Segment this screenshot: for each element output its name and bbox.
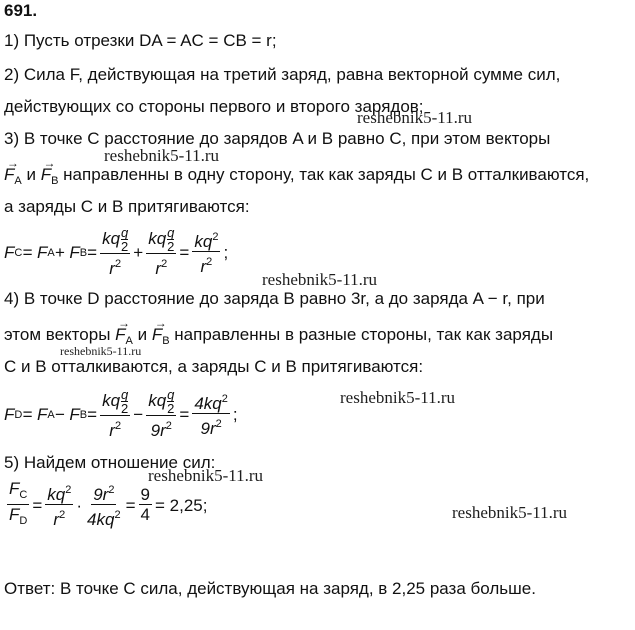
fraction: kq $\frac{q}{2}$ $r^2$ [102, 387, 129, 440]
watermark: reshebnik5-11.ru [104, 146, 220, 165]
step-1: 1) Пусть отрезки DA = AC = CB = r; [4, 31, 277, 50]
step-4-cont: C и B отталкиваются, а заряды C и B притягиваются: [4, 357, 424, 376]
fraction: kq $\frac{q}{2}$ $r^2$ [148, 225, 175, 278]
fraction: $\frac{kq^2}{r^2}$ [192, 228, 220, 277]
vector-fb: → $F_B$ [152, 324, 170, 352]
fraction: kq $\frac{q}{2}$ $r^2$ [102, 225, 129, 278]
watermark: reshebnik5-11.ru [262, 270, 378, 289]
step-2: 2) Сила F, действующая на третий заряд, равна векторной сумме сил, [4, 65, 561, 84]
answer-line: Ответ: В точке C сила, действующая на заряд, в 2,25 раза больше. [4, 579, 536, 598]
fraction: $\frac{F_C}{F_D}$ [9, 479, 28, 527]
formula-fc: F C = F A + F B = kq $\frac{q}{2}$ $r^2$ + kq $\frac{q}{2}$ $r^2$ = $\frac{kq^2}{r^2}$ ; [4, 225, 229, 278]
fraction: $\frac{4kq^2}{9r^2}$ [192, 390, 230, 439]
watermark: reshebnik5-11.ru [148, 466, 264, 485]
fraction: $\frac{kq^2}{r^2}$ [45, 481, 73, 530]
step-5: 5) Найдем отношение сил: [4, 453, 216, 472]
watermark: reshebnik5-11.ru [60, 344, 142, 358]
watermark: reshebnik5-11.ru [357, 108, 473, 127]
problem-number: 691. [4, 1, 38, 20]
vector-fa: → $F_A$ [115, 324, 133, 352]
fraction: $\frac{9}{4}$ [140, 485, 150, 524]
step-3-vectors-line: → $F_A$ $и \to F_B$ направленны в одну сторону, так как заряды C и B отталкиваются, [4, 164, 589, 192]
step-4: 4) В точке D расстояние до заряда B равно 3r, а до заряда A − r, при [4, 289, 545, 308]
formula-ratio: $\frac{F_C}{F_D}$ = $\frac{kq^2}{r^2}$ · $\frac{9r^2}{4kq^2}$ = $\frac{9}{4}$ = 2,25; [9, 479, 208, 529]
watermark: reshebnik5-11.ru [452, 503, 568, 522]
formula-fd: F D = F A − F B = kq $\frac{q}{2}$ $r^2$ − kq $\frac{q}{2}$ $9r^2$ = $\frac{4kq^2}{9r^2}$ ; [4, 387, 238, 440]
fraction: kq $\frac{q}{2}$ $9r^2$ [148, 387, 175, 440]
step-4-vectors-line: этом векторы → $F_A$ $и \to F_B$ направленны в разные стороны, так как заряды [4, 324, 553, 352]
watermark: reshebnik5-11.ru [340, 388, 456, 407]
vector-fa: → $F_A$ [4, 164, 22, 192]
vector-fb: → $F_B$ [41, 164, 59, 192]
step-2-cont: действующих со стороны первого и второго зарядов; [4, 97, 424, 116]
step-3-cont: а заряды C и B притягиваются: [4, 197, 250, 216]
fraction: $\frac{9r^2}{4kq^2}$ [85, 481, 123, 530]
step-3: 3) В точке C расстояние до зарядов A и B равно C, при этом векторы [4, 129, 551, 148]
